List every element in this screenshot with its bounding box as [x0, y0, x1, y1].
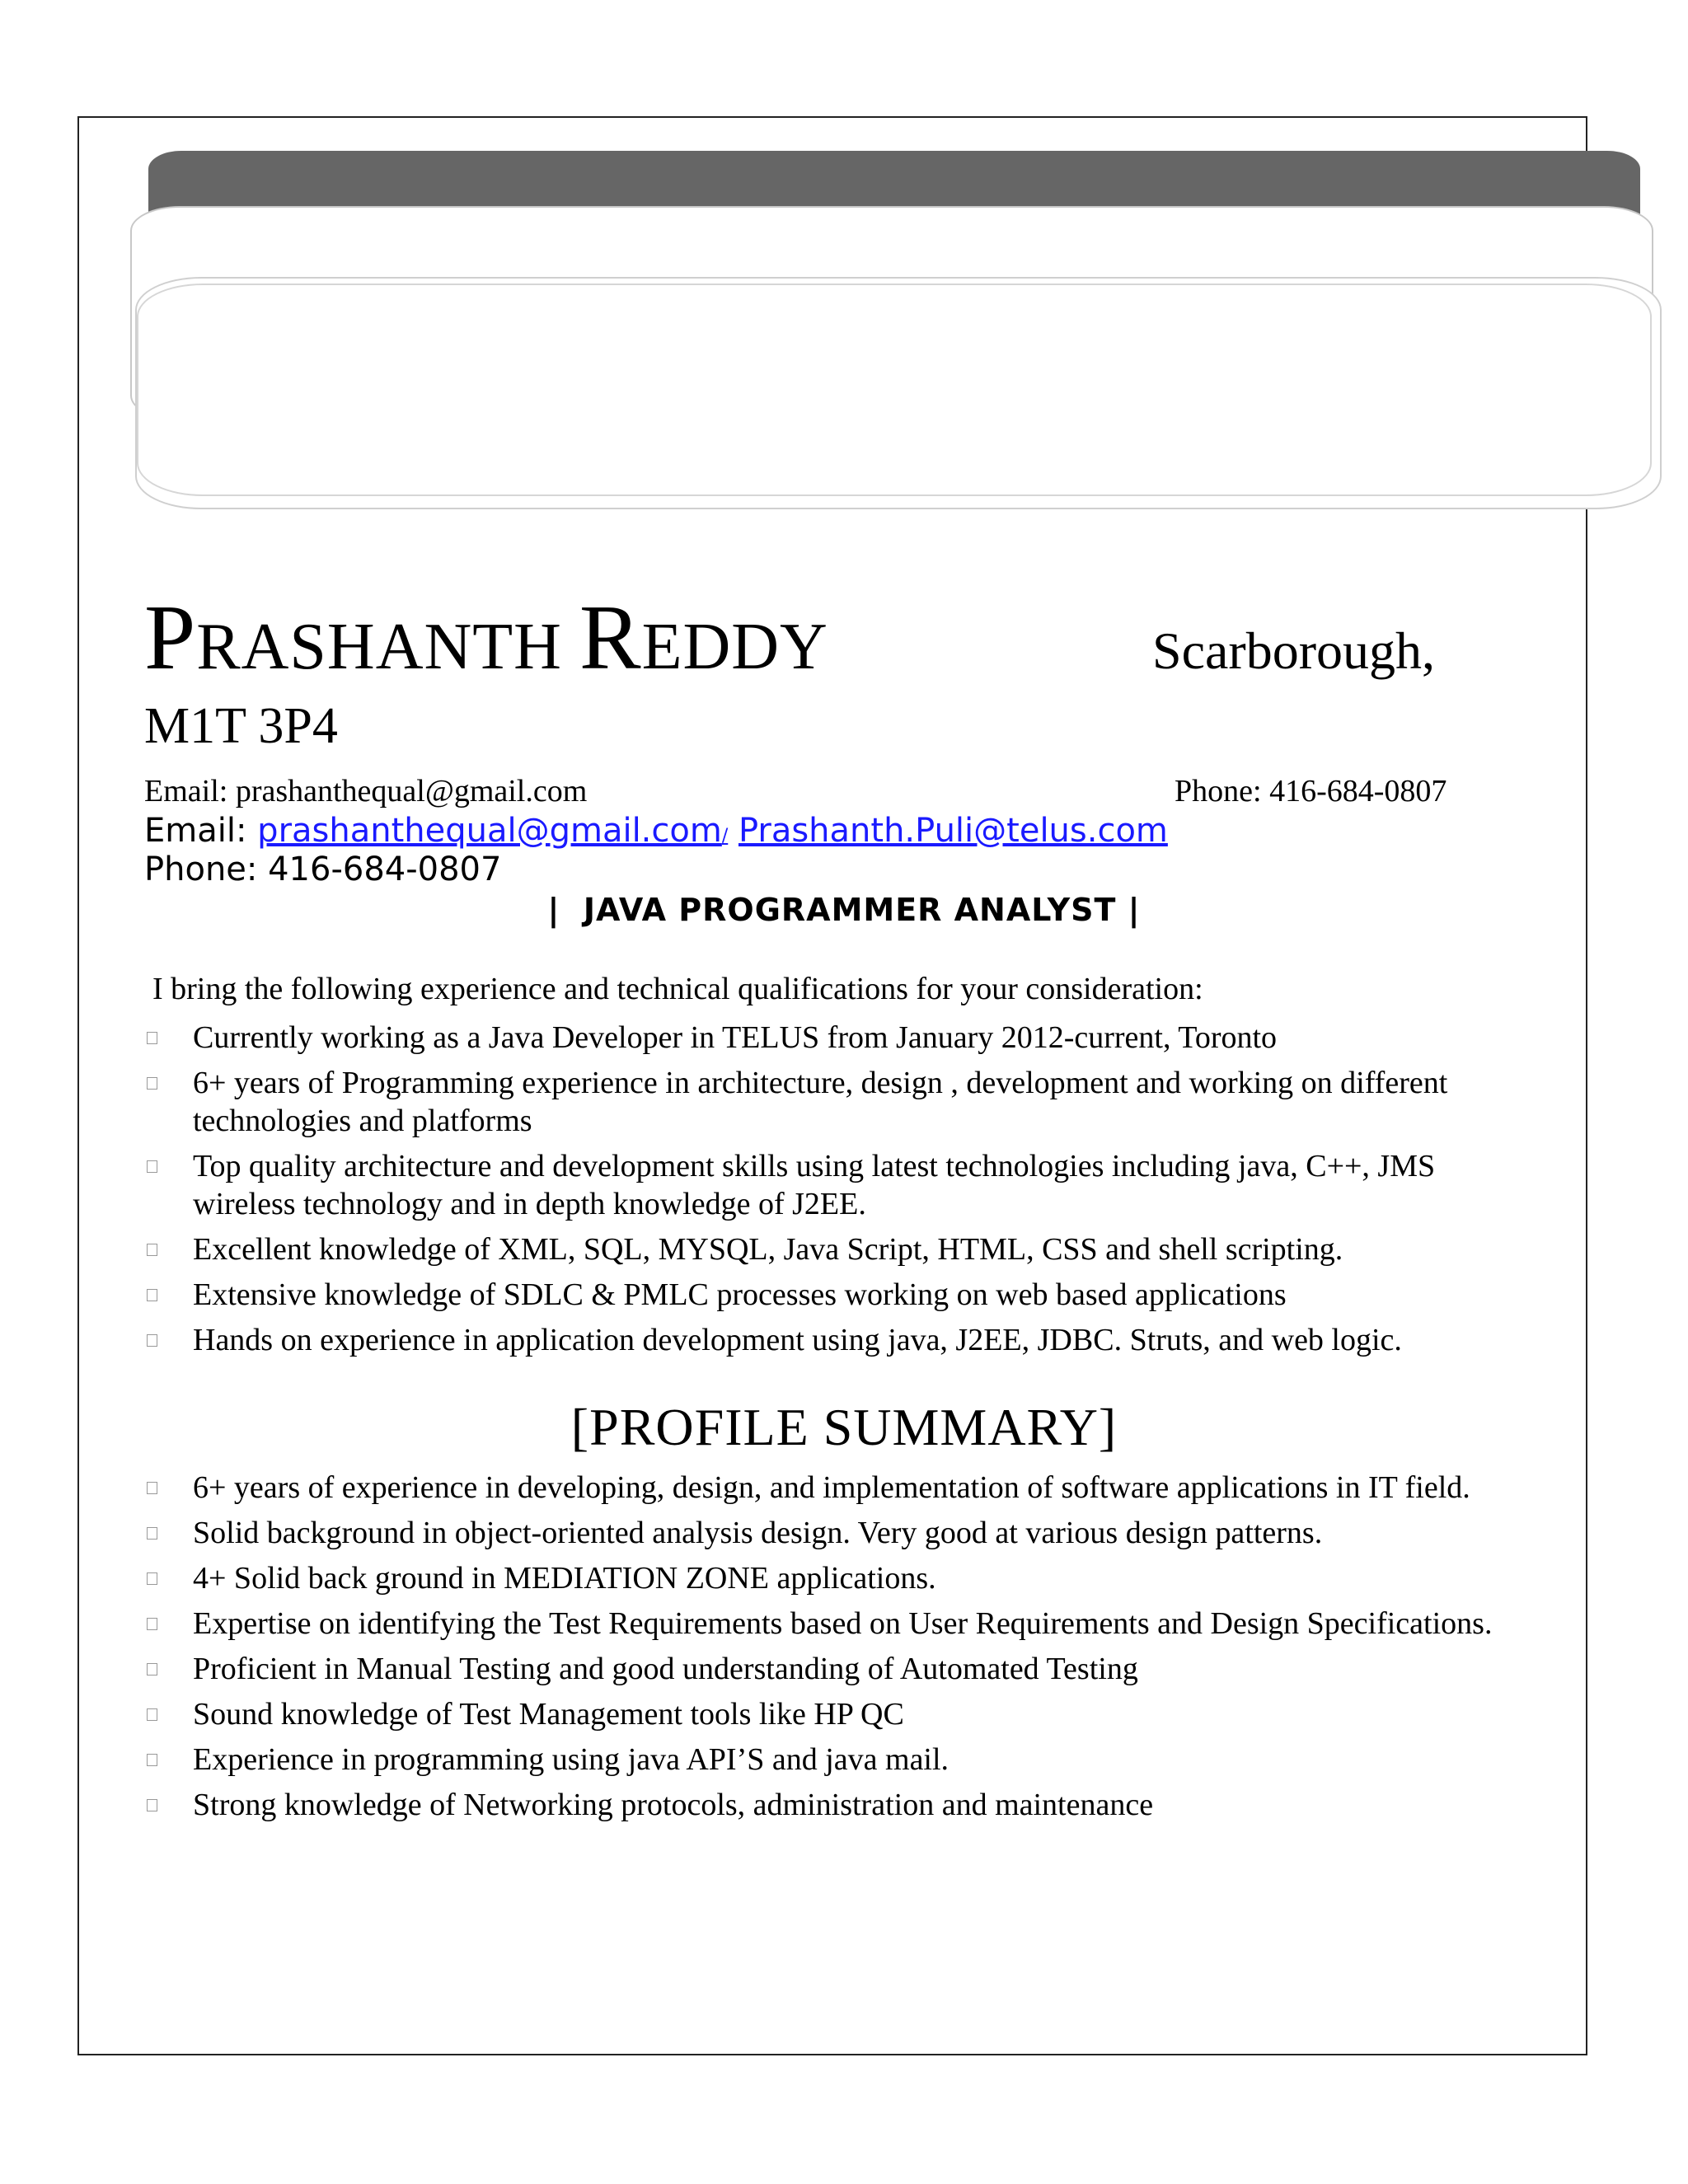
list-item — [147, 1605, 1531, 1643]
list-item-text: Top quality architecture and development skills using latest technologies including java, C++, JMS wireless technology and in depth knowledge of J2EE. — [193, 1149, 1436, 1221]
list-item — [147, 1559, 1531, 1597]
list-item — [147, 1064, 1531, 1140]
role-bar-left: | — [547, 892, 560, 928]
list-item — [147, 1650, 1531, 1688]
phone-line-secondary: Phone: 416-684-0807 — [144, 851, 502, 888]
list-item — [147, 1276, 1531, 1314]
list-item-text: Excellent knowledge of XML, SQL, MYSQL, Java Script, HTML, CSS and shell scripting. — [193, 1232, 1343, 1267]
list-item-text: 6+ years of Programming experience in architecture, design , development and working on different technologies and platforms — [193, 1066, 1448, 1138]
bullet-box-icon — [147, 1754, 157, 1766]
list-item-text: Proficient in Manual Testing and good understanding of Automated Testing — [193, 1652, 1138, 1686]
header-banner-band-inner — [137, 284, 1652, 496]
list-item-text: Solid background in object-oriented analysis design. Very good at various design patterns. — [193, 1516, 1323, 1550]
bullet-box-icon — [147, 1244, 157, 1256]
list-item — [147, 1741, 1531, 1779]
bullet-box-icon — [147, 1618, 157, 1630]
role-bar-right: | — [1128, 892, 1141, 928]
bullet-box-icon — [147, 1482, 157, 1494]
email-label: Email: — [144, 774, 236, 808]
list-item — [147, 1786, 1531, 1824]
intro-text: I bring the following experience and technical qualifications for your consideration: — [152, 972, 1203, 1006]
email-link-telus[interactable]: Prashanth.Puli@telus.com — [738, 812, 1168, 850]
list-item-text: 6+ years of experience in developing, design, and implementation of software applications in IT field. — [193, 1470, 1470, 1505]
list-item-text: Expertise on identifying the Test Requirements based on User Requirements and Design Specifications. — [193, 1606, 1493, 1641]
phone-label: Phone: — [1175, 774, 1270, 808]
phone-value: 416-684-0807 — [1269, 774, 1447, 808]
address-city: Scarborough, — [1152, 621, 1436, 680]
list-item-text: Hands on experience in application development using java, J2EE, JDBC. Struts, and web logic. — [193, 1323, 1402, 1357]
list-item — [147, 1147, 1531, 1223]
list-item — [147, 1321, 1531, 1359]
role-title-text: JAVA PROGRAMMER ANALYST — [583, 892, 1117, 928]
profile-summary-heading: [PROFILE SUMMARY] — [570, 1398, 1118, 1456]
name-last-rest: EDDY — [641, 611, 828, 683]
list-item — [147, 1230, 1531, 1268]
bullet-box-icon — [147, 1663, 157, 1675]
phone-line — [1175, 775, 1447, 809]
email-value: prashanthequal@gmail.com — [235, 774, 588, 808]
list-item — [147, 1019, 1531, 1057]
list-item — [147, 1514, 1531, 1552]
name-first-rest: RASHANTH — [196, 611, 562, 683]
bullet-box-icon — [147, 1572, 157, 1585]
role-title — [0, 892, 1688, 930]
list-item-text: 4+ Solid back ground in MEDIATION ZONE applications. — [193, 1561, 936, 1596]
bullet-box-icon — [147, 1032, 157, 1044]
list-item-text: Currently working as a Java Developer in TELUS from January 2012-current, Toronto — [193, 1020, 1278, 1055]
email-separator: / — [721, 826, 729, 846]
email-line — [144, 775, 587, 809]
list-item-text: Extensive knowledge of SDLC & PMLC processes working on web based applications — [193, 1277, 1287, 1312]
name-last-initial: R — [579, 587, 642, 689]
bullet-box-icon — [147, 1708, 157, 1721]
email-link-gmail[interactable]: prashanthequal@gmail.com — [257, 812, 722, 850]
list-item-text: Strong knowledge of Networking protocols, administration and maintenance — [193, 1788, 1154, 1822]
bullet-box-icon — [147, 1289, 157, 1301]
list-item-text: Sound knowledge of Test Management tools like HP QC — [193, 1697, 904, 1732]
bullet-box-icon — [147, 1160, 157, 1173]
email-links-line — [144, 813, 1168, 849]
bullet-box-icon — [147, 1334, 157, 1347]
bullet-box-icon — [147, 1799, 157, 1811]
list-item — [147, 1469, 1531, 1507]
candidate-name — [144, 587, 828, 689]
bullet-box-icon — [147, 1077, 157, 1090]
list-item — [147, 1695, 1531, 1733]
list-item-text: Experience in programming using java API’S and java mail. — [193, 1742, 950, 1777]
qualifications-list — [147, 1019, 1531, 1366]
bullet-box-icon — [147, 1527, 157, 1540]
profile-summary-list — [147, 1469, 1531, 1831]
email2-label: Email: — [144, 812, 258, 850]
address-postal: M1T 3P4 — [144, 698, 338, 754]
name-first-initial: P — [144, 587, 197, 689]
